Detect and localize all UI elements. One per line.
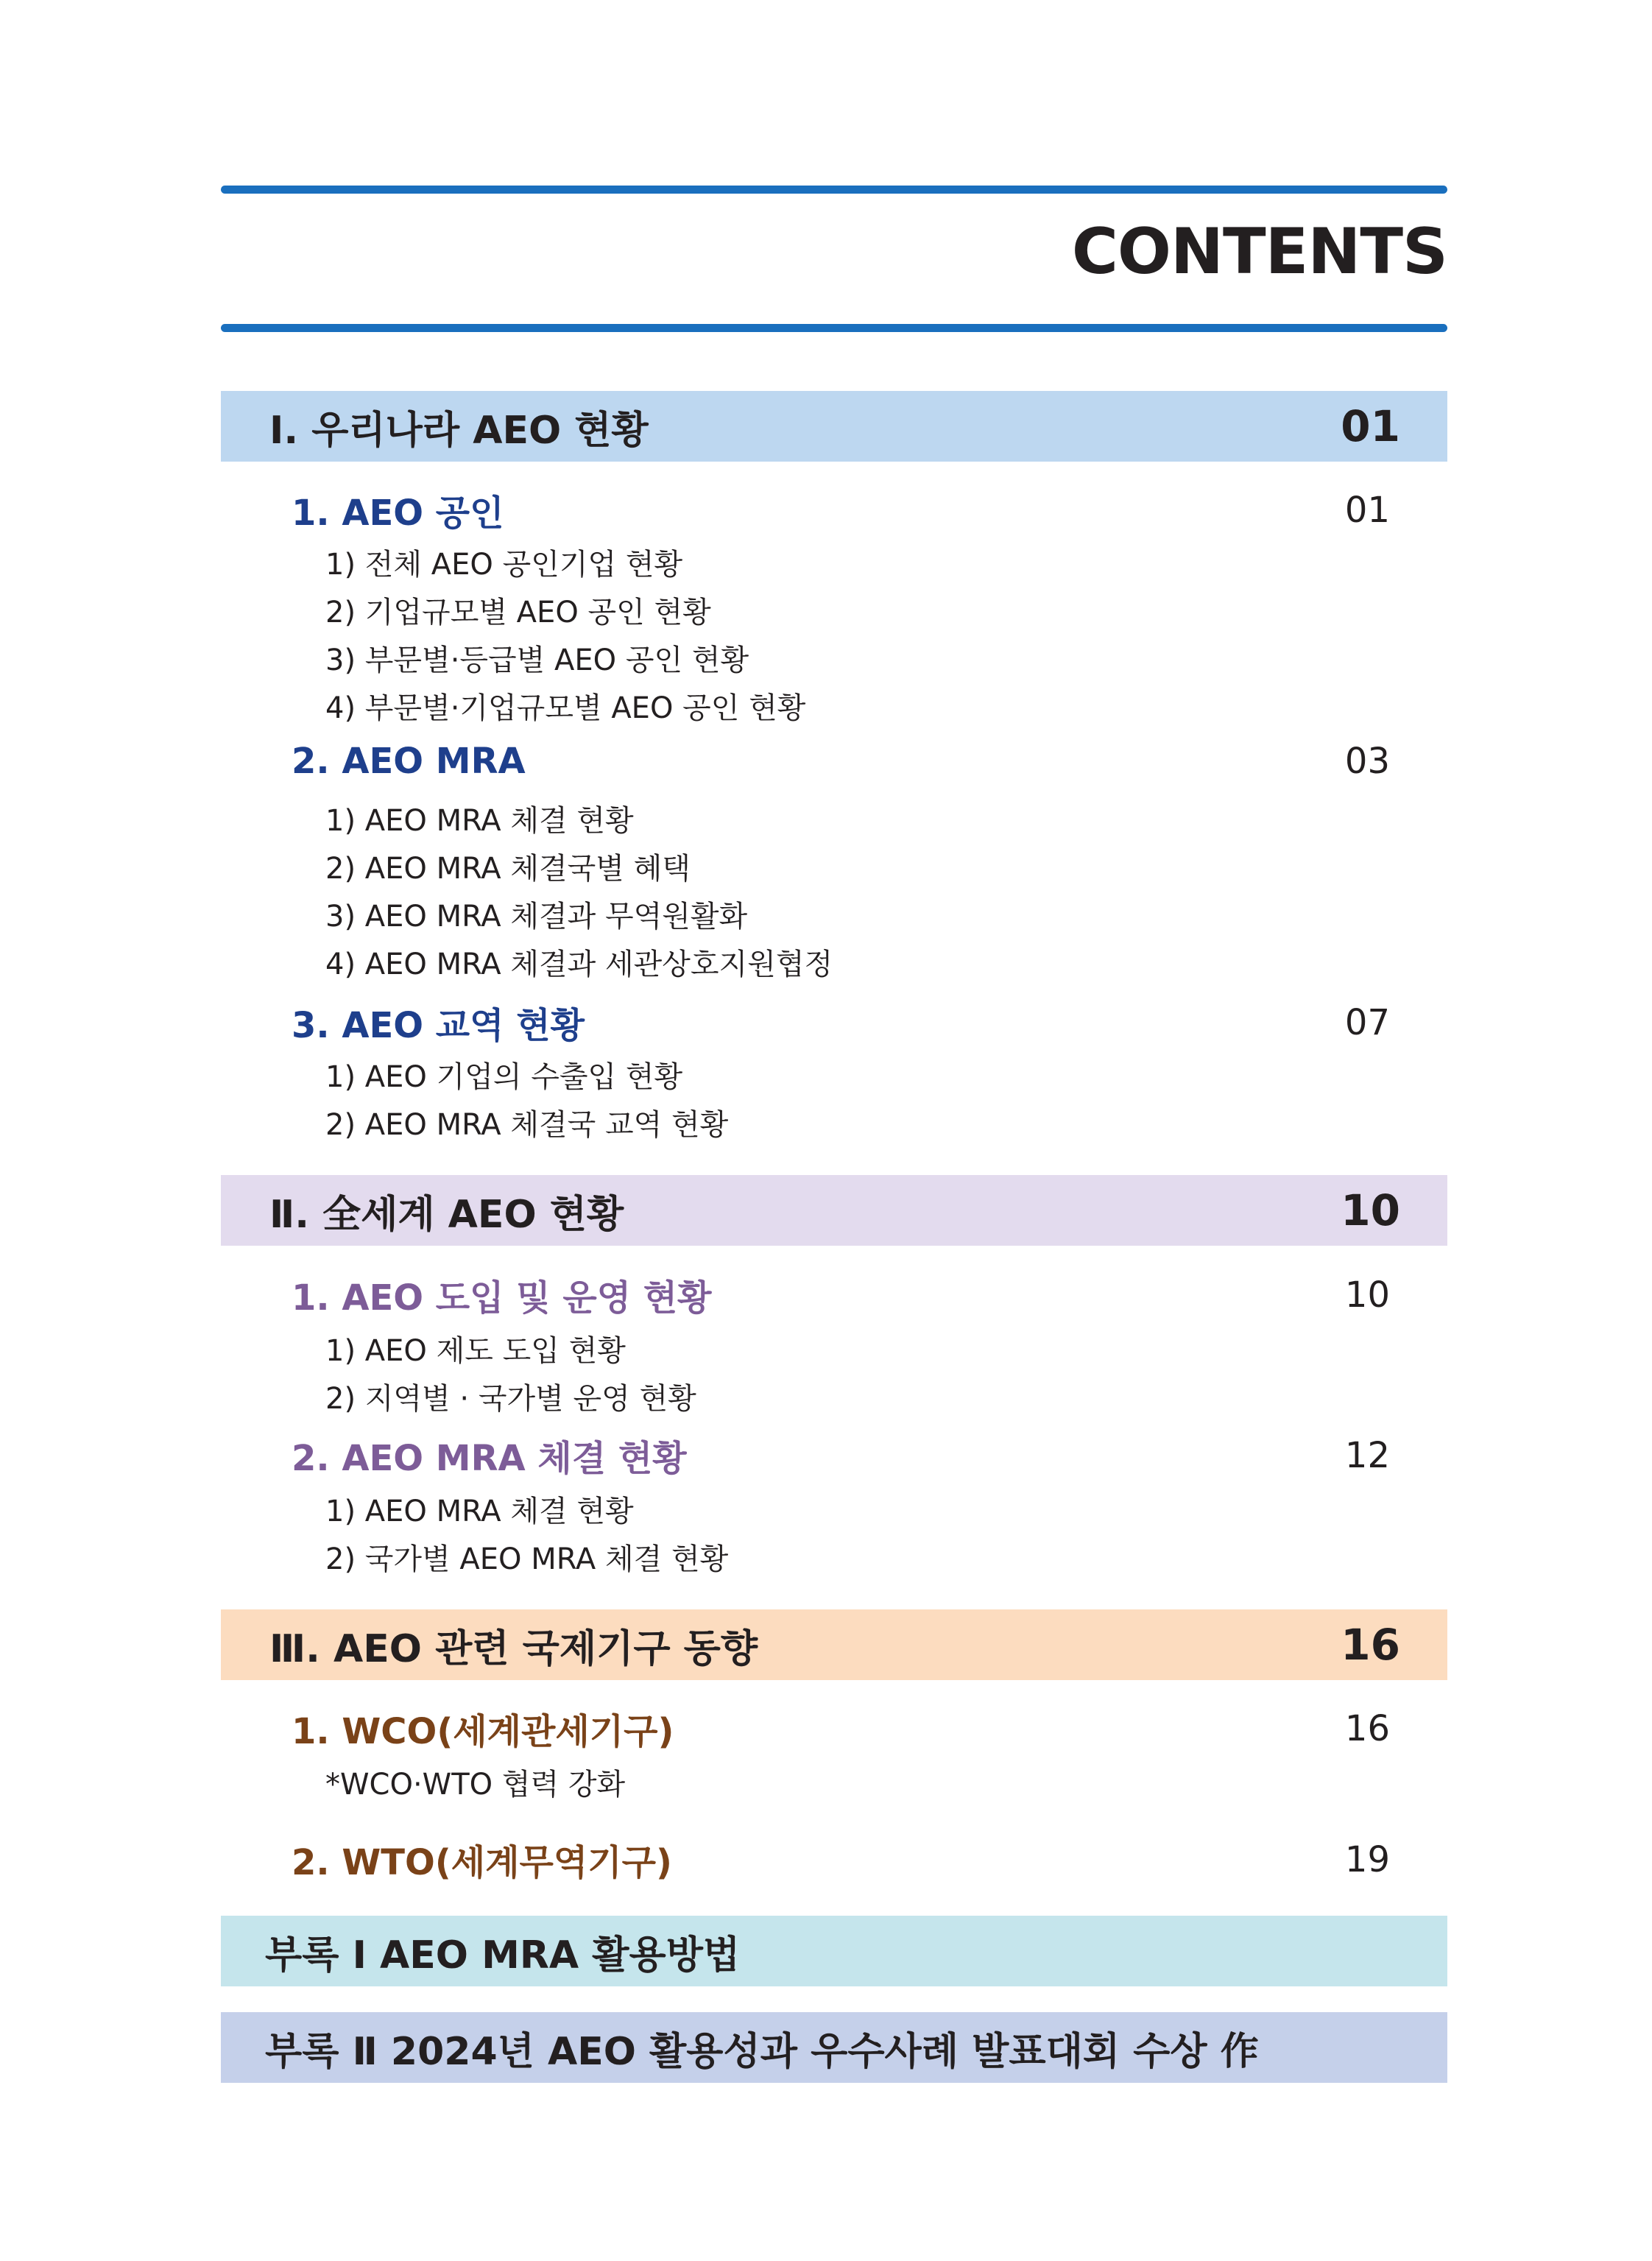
subsection-page: 12	[1344, 1434, 1390, 1476]
toc-item[interactable]: 2) 국가별 AEO MRA 체결 현황	[325, 1542, 729, 1576]
subsection-page: 10	[1344, 1274, 1390, 1316]
toc-item[interactable]: 2) AEO MRA 체결국별 혜택	[325, 852, 691, 886]
toc-item[interactable]: *WCO·WTO 협력 강화	[325, 1768, 626, 1802]
subsection-2-2[interactable]	[292, 1430, 1390, 1481]
subsection-1-3[interactable]	[292, 997, 1390, 1048]
subsection-title: 2. AEO MRA	[292, 741, 526, 782]
subsection-page: 16	[1344, 1707, 1390, 1749]
section-1-page: 01	[1341, 401, 1400, 451]
section-1-header[interactable]	[221, 391, 1447, 462]
section-2-title: Ⅱ. 全세계 AEO 현황	[269, 1192, 624, 1237]
toc-item[interactable]: 2) 지역별 · 국가별 운영 현황	[325, 1382, 696, 1416]
toc-item[interactable]: 1) AEO MRA 체결 현황	[325, 804, 634, 838]
subsection-1-1[interactable]	[292, 484, 1390, 535]
toc-item[interactable]: 4) 부문별·기업규모별 AEO 공인 현황	[325, 691, 806, 725]
subsection-title: 1. AEO 도입 및 운영 현황	[292, 1277, 712, 1319]
section-3-page: 16	[1341, 1620, 1400, 1670]
appendix-2-title: 부록 Ⅱ 2024년 AEO 활용성과 우수사례 발표대회 수상 作	[265, 2029, 1259, 2074]
toc-item[interactable]: 1) AEO 기업의 수출입 현황	[325, 1060, 683, 1094]
appendix-2-header[interactable]	[221, 2012, 1447, 2083]
subsection-page: 03	[1344, 741, 1390, 782]
toc-item[interactable]: 1) AEO 제도 도입 현황	[325, 1334, 626, 1368]
subsection-title: 3. AEO 교역 현황	[292, 1005, 585, 1046]
toc-item[interactable]: 3) AEO MRA 체결과 무역원활화	[325, 900, 748, 934]
section-3-title: Ⅲ. AEO 관련 국제기구 동향	[269, 1626, 758, 1671]
subsection-1-2[interactable]	[292, 741, 1390, 782]
section-3-header[interactable]	[221, 1609, 1447, 1680]
title-bottom-rule	[221, 324, 1447, 332]
appendix-1-header[interactable]	[221, 1916, 1447, 1986]
subsection-title: 1. AEO 공인	[292, 493, 504, 534]
section-1-title: Ⅰ. 우리나라 AEO 현황	[269, 408, 649, 453]
subsection-3-1[interactable]	[292, 1703, 1390, 1754]
subsection-3-2[interactable]	[292, 1834, 1390, 1885]
toc-item[interactable]: 3) 부문별·등급별 AEO 공인 현황	[325, 643, 749, 677]
toc-item[interactable]: 2) AEO MRA 체결국 교역 현황	[325, 1108, 729, 1142]
subsection-page: 01	[1344, 489, 1390, 531]
toc-item[interactable]: 1) 전체 AEO 공인기업 현황	[325, 548, 683, 582]
subsection-title: 2. AEO MRA 체결 현황	[292, 1438, 687, 1479]
appendix-1-title: 부록 Ⅰ AEO MRA 활용방법	[265, 1933, 741, 1978]
top-rule	[221, 186, 1447, 194]
toc-item[interactable]: 2) 기업규모별 AEO 공인 현황	[325, 596, 711, 629]
subsection-2-1[interactable]	[292, 1269, 1390, 1320]
subsection-page: 07	[1344, 1001, 1390, 1043]
page-title: CONTENTS	[1071, 215, 1447, 289]
subsection-title: 2. WTO(세계무역기구)	[292, 1842, 672, 1883]
subsection-page: 19	[1344, 1838, 1390, 1880]
toc-item[interactable]: 4) AEO MRA 체결과 세관상호지원협정	[325, 948, 833, 981]
toc-item[interactable]: 1) AEO MRA 체결 현황	[325, 1495, 634, 1528]
section-2-header[interactable]	[221, 1175, 1447, 1246]
subsection-title: 1. WCO(세계관세기구)	[292, 1711, 674, 1752]
section-2-page: 10	[1341, 1185, 1400, 1235]
